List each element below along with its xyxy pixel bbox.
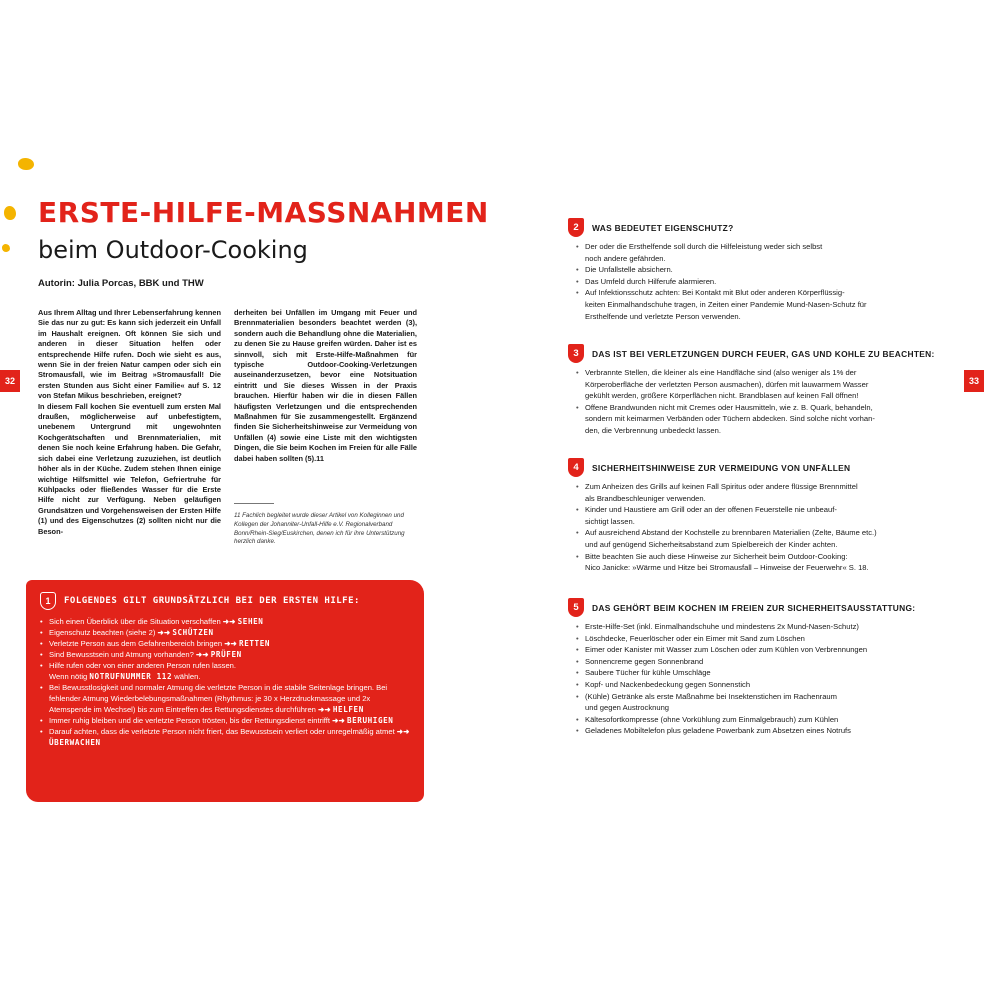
first-aid-keyword: PRÜFEN bbox=[210, 650, 242, 659]
section-title: WAS BEDEUTET EIGENSCHUTZ? bbox=[592, 222, 734, 233]
first-aid-item-text: Sich einen Überblick über die Situation verschaffen bbox=[49, 617, 221, 626]
list-item-line: Auf ausreichend Abstand der Kochstelle zu brennbaren Materialien (Zelte, Bäume etc.) bbox=[585, 528, 877, 538]
page-number-left: 32 bbox=[0, 370, 20, 392]
section-header bbox=[568, 218, 922, 237]
list-item bbox=[576, 679, 922, 691]
bullet-icon: • bbox=[40, 628, 43, 637]
first-aid-item bbox=[40, 616, 410, 627]
section-title: DAS IST BEI VERLETZUNGEN DURCH FEUER, GAS UND KOHLE ZU BEACHTEN: bbox=[592, 348, 935, 359]
list-item bbox=[576, 551, 922, 574]
list-item bbox=[576, 264, 922, 276]
bullet-icon: • bbox=[576, 505, 579, 515]
emergency-number: NOTRUFNUMMER 112 bbox=[89, 672, 173, 681]
arrow-icon: ➜➜ bbox=[155, 628, 173, 637]
body-column-2 bbox=[234, 308, 417, 498]
section-header bbox=[568, 458, 922, 477]
bullet-icon: • bbox=[40, 727, 43, 736]
bullet-icon: • bbox=[576, 679, 579, 689]
list-item bbox=[576, 276, 922, 288]
bullet-icon: • bbox=[40, 639, 43, 648]
list-item bbox=[576, 644, 922, 656]
bullet-icon: • bbox=[40, 683, 43, 692]
bullet-icon: • bbox=[576, 714, 579, 724]
list-item bbox=[576, 633, 922, 645]
list-item-line: sichtigt lassen. bbox=[585, 516, 635, 526]
first-aid-item bbox=[40, 660, 410, 682]
list-item-line: Ersthelfende und verletzte Person verwenden. bbox=[585, 311, 741, 321]
first-aid-keyword: HELFEN bbox=[332, 705, 364, 714]
section-sicherheitshinweise bbox=[568, 458, 922, 574]
list-item bbox=[576, 241, 922, 264]
bullet-icon: • bbox=[40, 661, 43, 670]
list-item-line: noch andere gefährden. bbox=[585, 253, 666, 263]
section-title: SICHERHEITSHINWEISE ZUR VERMEIDUNG VON UNFÄLLEN bbox=[592, 462, 851, 473]
first-aid-item-text: Verletzte Person aus dem Gefahrenbereich bringen bbox=[49, 639, 223, 648]
first-aid-keyword: SCHÜTZEN bbox=[172, 628, 214, 637]
list-item-line: Verbrannte Stellen, die kleiner als eine Handfläche sind (also weniger als 1% der bbox=[585, 368, 857, 377]
section-header bbox=[568, 344, 935, 363]
bullet-list bbox=[568, 621, 922, 737]
list-item bbox=[576, 527, 922, 550]
bullet-icon: • bbox=[40, 650, 43, 659]
section-number-badge: 4 bbox=[568, 458, 584, 477]
first-aid-box-title: FOLGENDES GILT GRUNDSÄTZLICH BEI DER ERSTEN HILFE: bbox=[64, 596, 360, 606]
author-line: Autorin: Julia Porcas, BBK und THW bbox=[38, 278, 204, 289]
first-aid-item bbox=[40, 649, 410, 660]
bullet-icon: • bbox=[576, 622, 579, 631]
first-aid-item bbox=[40, 638, 410, 649]
first-aid-item bbox=[40, 726, 410, 748]
list-item-line: Das Umfeld durch Hilferufe alarmieren. bbox=[585, 276, 717, 286]
bullet-icon: • bbox=[576, 691, 579, 701]
list-item-line: Offene Brandwunden nicht mit Cremes oder Hausmitteln, wie z. B. Quark, behandeln, bbox=[585, 402, 873, 412]
section-sicherheitsausstattung bbox=[568, 598, 922, 737]
list-item bbox=[576, 656, 922, 668]
footnote: 11 Fachlich begleitet wurde dieser Artikel von Kolleginnen und Kollegen der Johanniter-Unfall-Hilfe e.V. Regionalverband Bonn/Rhein-Sieg/Euskirchen, denen ich für ihre Unterstützung herzlich danke. bbox=[234, 512, 405, 546]
bullet-list bbox=[568, 241, 922, 322]
bullet-icon: • bbox=[576, 265, 579, 275]
section-number-badge: 2 bbox=[568, 218, 584, 237]
bullet-icon: • bbox=[576, 645, 579, 655]
list-item-line: Löschdecke, Feuerlöscher oder ein Eimer mit Sand zum Löschen bbox=[585, 633, 805, 643]
bullet-icon: • bbox=[576, 368, 579, 377]
decorative-dot bbox=[4, 206, 16, 220]
list-item bbox=[576, 402, 922, 437]
first-aid-item-text: Immer ruhig bleiben und die verletzte Person trösten, bis der Rettungsdienst eintrifft bbox=[49, 716, 330, 725]
arrow-icon: ➜➜ bbox=[394, 727, 410, 736]
list-item-line: Zum Anheizen des Grills auf keinen Fall Spiritus oder andere flüssige Brennmittel bbox=[585, 482, 858, 491]
list-item-line: (Kühle) Getränke als erste Maßnahme bei Insektenstichen im Rachenraum bbox=[585, 691, 837, 701]
list-item bbox=[576, 287, 922, 322]
decorative-dot bbox=[18, 158, 34, 170]
bullet-icon: • bbox=[40, 617, 43, 626]
list-item-line: Saubere Tücher für kühle Umschläge bbox=[585, 668, 711, 678]
bullet-icon: • bbox=[576, 668, 579, 678]
first-aid-item-text: Hilfe rufen oder von einer anderen Person rufen lassen. bbox=[49, 661, 237, 670]
list-item bbox=[576, 504, 922, 527]
list-item-line: Die Unfallstelle absichern. bbox=[585, 265, 673, 275]
first-aid-item-text: Darauf achten, dass die verletzte Person nicht friert, das Bewusstsein verliert oder unregelmäßig atmet bbox=[49, 727, 395, 736]
first-aid-keyword: SEHEN bbox=[237, 617, 264, 626]
bullet-icon: • bbox=[576, 276, 579, 286]
list-item-line: Körperoberfläche der verletzten Person ausmachen), dürfen mit lauwarmem Wasser bbox=[585, 379, 869, 389]
first-aid-item-text: Bei Bewusstlosigkeit und normaler Atmung die verletzte Person in die stabile Seitenlage bringen. Bei fehlender Atmung Wiederbelebungsmaßnahmen (Rhythmus: je 30 x Herzdruckmassage und 2x Atemspende im Wechsel) bis zum Eintreffen des Rettungsdienstes durchführen bbox=[49, 683, 388, 714]
decorative-dot bbox=[2, 244, 10, 252]
list-item-line: Der oder die Ersthelfende soll durch die Hilfeleistung weder sich selbst bbox=[585, 242, 823, 251]
page-title: ERSTE-HILFE-MASSNAHMEN bbox=[38, 196, 489, 229]
list-item-line: Eimer oder Kanister mit Wasser zum Löschen oder zum Kühlen von Verbrennungen bbox=[585, 645, 868, 655]
list-item-line: Auf Infektionsschutz achten: Bei Kontakt mit Blut oder anderen Körperflüssig- bbox=[585, 288, 845, 298]
list-item-line: Kältesofortkompresse (ohne Vorkühlung zum Einmalgebrauch) zum Kühlen bbox=[585, 714, 839, 724]
body-paragraph: In diesem Fall kochen Sie eventuell zum ersten Mal draußen, möglicherweise auf unbefestigtem, unebenem Untergrund mit ungewohnten Kochgerätschaften und Brennmaterialien, mit denen Sie noch keine Erfahrung haben. Die Gefahr, sich dabei eine Verletzung zuzuziehen, ist deutlich höher als in der Küche. Zudem stehen Ihnen einige wichtige Hilfsmittel wie Telefon, Gefriertruhe für Kühlpacks oder fließendes Wasser für die Erste Hilfe nicht zur Verfügung. Neben geläufigen Grundsätzen und Vorgehensweisen der Ersten Hilfe (1) und des Eigenschutzes (2) sollten nicht nur die Beson- bbox=[38, 401, 221, 536]
footnote-rule bbox=[234, 503, 274, 504]
list-item bbox=[576, 621, 922, 633]
list-item-line: keiten Einmalhandschuhe tragen, in Zeiten einer Pandemie Mund-Nasen-Schutz für bbox=[585, 299, 867, 309]
bullet-icon: • bbox=[576, 402, 579, 412]
body-paragraph: derheiten bei Unfällen im Umgang mit Feuer und Brennmaterialien besonders beachtet werden (3), sondern auch die Behandlung ohne die Materialien, zu denen Sie zu Hause greifen würden. Daher ist es sinnvoll, sich mit Erste-Hilfe-Maßnahmen für typische Outdoor-Cooking-Verletzungen auseinanderzusetzen, bevor eine Notsituation eintritt und Sie dieses Wissen in der Praxis brauchen. Hierfür haben wir die in diesen Fällen häufigsten Verletzungen und die entsprechenden Maßnahmen für Sie zusammengestellt. Ergänzend finden Sie Sicherheitshinweise zur Vermeidung von Unfällen (4) sowie eine Liste mit den wichtigsten Dingen, die Sie beim Kochen im Freien für alle Fälle dabei haben sollten (5).11 bbox=[234, 308, 417, 463]
list-item-line: sondern mit keimarmen Verbänden oder Tüchern abdecken. Sind solche nicht vorhan- bbox=[585, 414, 875, 424]
first-aid-item bbox=[40, 715, 410, 726]
section-number-badge: 1 bbox=[40, 592, 56, 610]
first-aid-item-text: wählen. bbox=[172, 672, 201, 681]
list-item-line: und auf genügend Sicherheitsabstand zum Spielbereich der Kinder achten. bbox=[585, 539, 838, 549]
arrow-icon: ➜➜ bbox=[222, 639, 240, 648]
list-item-line: Kinder und Haustiere am Grill oder an der offenen Feuerstelle nie unbeauf- bbox=[585, 505, 837, 515]
bullet-icon: • bbox=[576, 551, 579, 561]
list-item-line: gekühlt werden, größere Körperflächen nicht. Brandblasen auf keinen Fall öffnen! bbox=[585, 391, 859, 401]
list-item bbox=[576, 714, 922, 726]
list-item-line: Erste-Hilfe-Set (inkl. Einmalhandschuhe und mindestens 2x Mund-Nasen-Schutz) bbox=[585, 622, 859, 631]
arrow-icon: ➜➜ bbox=[193, 650, 211, 659]
arrow-icon: ➜➜ bbox=[329, 716, 347, 725]
list-item bbox=[576, 725, 922, 737]
list-item bbox=[576, 481, 922, 504]
list-item-line: Geladenes Mobiltelefon plus geladene Powerbank zum Absetzen eines Notrufs bbox=[585, 726, 851, 736]
section-eigenschutz bbox=[568, 218, 922, 322]
bullet-list bbox=[568, 367, 922, 437]
bullet-icon: • bbox=[576, 482, 579, 491]
arrow-icon: ➜➜ bbox=[220, 617, 238, 626]
first-aid-keyword: BERUHIGEN bbox=[346, 716, 394, 725]
bullet-icon: • bbox=[576, 242, 579, 251]
first-aid-keyword: ÜBERWACHEN bbox=[49, 738, 101, 747]
page-number-right: 33 bbox=[964, 370, 984, 392]
section-verletzungen bbox=[568, 344, 935, 437]
section-number-badge: 3 bbox=[568, 344, 584, 363]
first-aid-item-continuation bbox=[49, 671, 410, 682]
list-item-line: Bitte beachten Sie auch diese Hinweise zur Sicherheit beim Outdoor-Cooking: bbox=[585, 551, 848, 561]
bullet-icon: • bbox=[576, 288, 579, 298]
list-item-line: den, die Verbrennung unbedeckt lassen. bbox=[585, 425, 721, 435]
first-aid-item bbox=[40, 627, 410, 638]
first-aid-box bbox=[26, 580, 424, 802]
first-aid-item-text: Sind Bewusstsein und Atmung vorhanden? bbox=[49, 650, 194, 659]
first-aid-list bbox=[40, 616, 410, 748]
list-item bbox=[576, 667, 922, 679]
list-item-line: als Brandbeschleuniger verwenden. bbox=[585, 493, 706, 503]
first-aid-item-text: Wenn nötig bbox=[49, 672, 90, 681]
bullet-list bbox=[568, 481, 922, 574]
bullet-icon: • bbox=[40, 716, 43, 725]
list-item-line: Sonnencreme gegen Sonnenbrand bbox=[585, 656, 704, 666]
bullet-icon: • bbox=[576, 726, 579, 736]
first-aid-item-text: Eigenschutz beachten (siehe 2) bbox=[49, 628, 156, 637]
page-subtitle: beim Outdoor-Cooking bbox=[38, 236, 308, 264]
bullet-icon: • bbox=[576, 656, 579, 666]
list-item-line: und gegen Austrocknung bbox=[585, 703, 670, 713]
bullet-icon: • bbox=[576, 633, 579, 643]
section-title: DAS GEHÖRT BEIM KOCHEN IM FREIEN ZUR SICHERHEITSAUSSTATTUNG: bbox=[592, 602, 916, 613]
arrow-icon: ➜➜ bbox=[315, 705, 333, 714]
list-item bbox=[576, 367, 922, 402]
first-aid-item bbox=[40, 682, 410, 715]
section-header bbox=[568, 598, 922, 617]
list-item-line: Kopf- und Nackenbedeckung gegen Sonnenstich bbox=[585, 679, 751, 689]
body-column-1 bbox=[38, 308, 221, 568]
section-number-badge: 5 bbox=[568, 598, 584, 617]
bullet-icon: • bbox=[576, 528, 579, 538]
list-item bbox=[576, 691, 922, 714]
list-item-line: Nico Janicke: »Wärme und Hitze bei Stromausfall – Hinweise der Feuerwehr« S. 18. bbox=[585, 563, 869, 573]
body-paragraph: Aus Ihrem Alltag und Ihrer Lebenserfahrung kennen Sie das nur zu gut: Es kann sich jederzeit ein Unfall im Haushalt ereignen. Oft können Sie sich und anderen in dieser Situation helfen oder entsprechende Hilfe rufen. Doch wie sieht es aus, wenn Sie in der freien Natur campen oder sich ein Stromausfall, wie im Beitrag »Stromausfall! Die ersten Stunden aus Sicht einer Familie« auf S. 12 von Stefan Mikus beschrieben, ereignet? bbox=[38, 308, 221, 401]
first-aid-keyword: RETTEN bbox=[239, 639, 271, 648]
